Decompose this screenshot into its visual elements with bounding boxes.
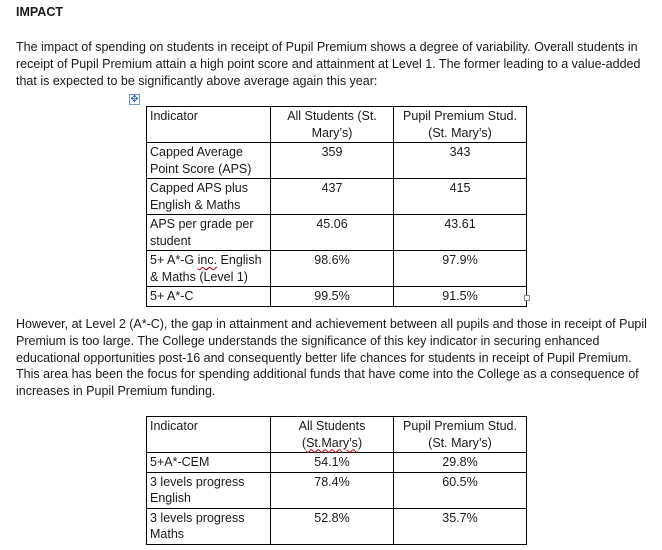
table-row <box>147 179 527 215</box>
all-students-cell: 45.06 <box>271 215 394 251</box>
indicator-cell: 5+ A*-G inc. English & Maths (Level 1) <box>147 251 271 287</box>
all-students-cell: 54.1% <box>271 453 394 473</box>
pupil-premium-cell: 343 <box>394 143 527 179</box>
table-row <box>147 453 527 473</box>
indicator-cell: 3 levels progress English <box>147 472 271 508</box>
indicator-cell: Capped APS plus English & Maths <box>147 179 271 215</box>
pupil-premium-cell: 97.9% <box>394 251 527 287</box>
header-all-students: All Students (St.Mary’s) <box>271 417 394 453</box>
table-move-icon[interactable]: ✥ <box>130 94 139 105</box>
all-students-cell: 437 <box>271 179 394 215</box>
intro-paragraph: The impact of spending on students in receipt of Pupil Premium shows a degree of variability. Overall students in receipt of Pupil Premium attain a high point score and attainment at Level 1. The former leading to a value-added that is expected to be significantly above average again this year: <box>16 40 641 88</box>
table-row <box>147 508 527 544</box>
header-pupil-premium: Pupil Premium Stud. (St. Mary’s) <box>394 107 527 143</box>
header-all-students: All Students (St. Mary’s) <box>271 107 394 143</box>
table-header-row <box>147 107 527 143</box>
pupil-premium-cell: 29.8% <box>394 453 527 473</box>
header-pupil-premium: Pupil Premium Stud. (St. Mary’s) <box>394 417 527 453</box>
section-heading: IMPACT <box>16 5 63 19</box>
spellcheck-mark: St.Mary’s <box>306 435 358 450</box>
header-indicator: Indicator <box>147 107 271 143</box>
level2-paragraph: However, at Level 2 (A*-C), the gap in attainment and achievement between all pupils and those in receipt of Pupil Premium is too large. The College understands the significance of this key indicator in securing enhanced educational opportunities post-16 and consequently better life chances for students in receipt of Pupil Premium. This area has been the focus for spending additional funds that have come into the College as a consequence of increases in Pupil Premium funding. <box>16 317 647 399</box>
pupil-premium-cell: 60.5% <box>394 472 527 508</box>
all-students-cell: 52.8% <box>271 508 394 544</box>
header-indicator: Indicator <box>147 417 271 453</box>
table-header-row <box>147 417 527 453</box>
table-row <box>147 143 527 179</box>
all-students-cell: 78.4% <box>271 472 394 508</box>
level1-results-table <box>146 106 527 307</box>
indicator-cell: APS per grade per student <box>147 215 271 251</box>
table-row <box>147 215 527 251</box>
pupil-premium-cell: 35.7% <box>394 508 527 544</box>
indicator-cell: 3 levels progress Maths <box>147 508 271 544</box>
pupil-premium-cell: 415 <box>394 179 527 215</box>
table-row <box>147 472 527 508</box>
table-row <box>147 251 527 287</box>
indicator-cell: 5+ A*-C <box>147 287 271 307</box>
pupil-premium-cell: 91.5% <box>394 287 527 307</box>
indicator-cell: 5+A*-CEM <box>147 453 271 473</box>
spellcheck-mark: inc. <box>197 253 218 267</box>
table-row <box>147 287 527 307</box>
indicator-cell: Capped Average Point Score (APS) <box>147 143 271 179</box>
pupil-premium-cell: 43.61 <box>394 215 527 251</box>
all-students-cell: 359 <box>271 143 394 179</box>
level2-results-table <box>146 416 527 545</box>
all-students-cell: 99.5% <box>271 287 394 307</box>
all-students-cell: 98.6% <box>271 251 394 287</box>
table-resize-handle[interactable] <box>524 295 530 301</box>
